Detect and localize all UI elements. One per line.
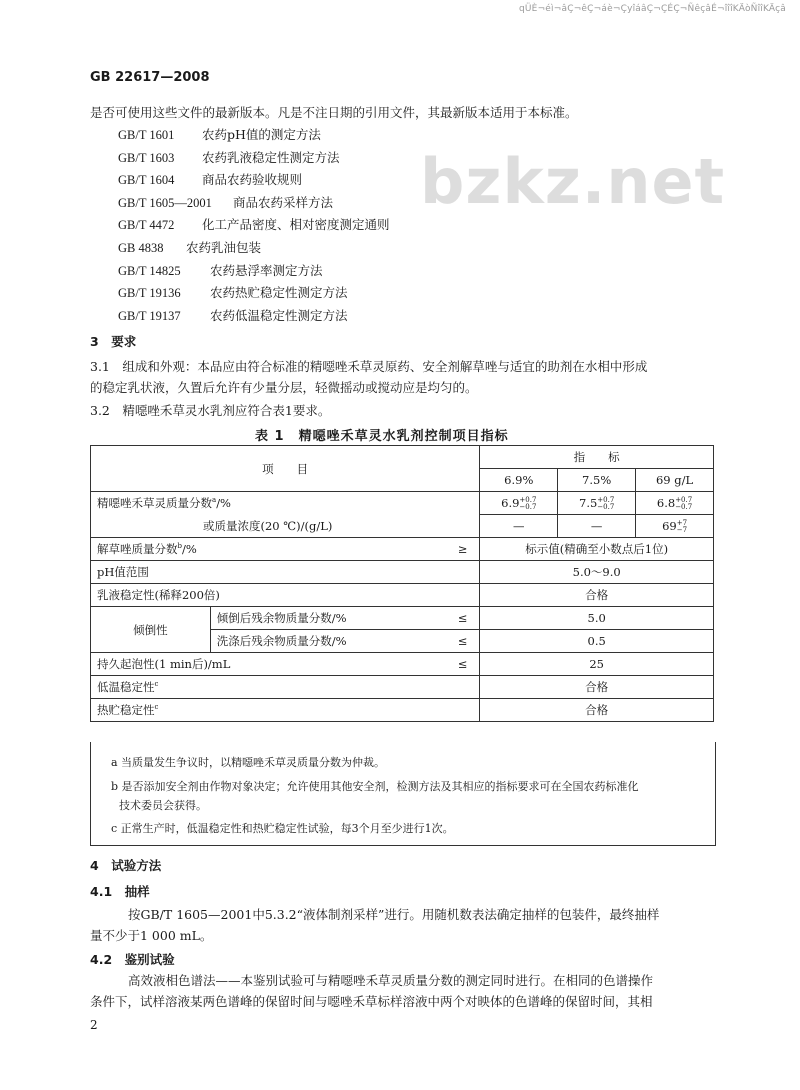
para-4-1: 按GB/T 1605—2001中5.3.2“液体制剂采样”进行。用随机数表法确定抽样的包装件，最终抽样 xyxy=(128,907,660,922)
table-row: 乳液稳定性(稀释200倍) 合格 xyxy=(91,584,714,607)
table-row: 倾倒性 倾倒后残余物质量分数/% ≤ 5.0 xyxy=(91,607,714,630)
note-b-cont: 技术委员会获得。 xyxy=(119,799,207,812)
col-value: 69 g/L xyxy=(636,469,714,492)
para-3-1: 3.1 组成和外观：本品应由符合标准的精噁唑禾草灵原药、安全剂解草唑与适宜的助剂在水相中形成 的稳定乳状液，久置后允许有少量分层，轻微摇动或搅动应是均匀的。 xyxy=(90,359,648,395)
watermark-top: qÜÈ¬éì¬âÇ¬êÇ¬áè¬ÇyîáâÇ¬ÇÉÇ¬ÑêçâÉ¬îîîKÄòÑîîKÄçâ xyxy=(518,4,786,14)
watermark-logo: bzkz.net xyxy=(420,145,726,218)
reference-item: GB/T 1604 商品农药验收规则 xyxy=(118,172,303,188)
section-3-heading: 3 要求 xyxy=(90,334,137,349)
reference-item: GB 4838 农药乳油包装 xyxy=(118,239,262,255)
header-item: 项 目 xyxy=(91,446,480,492)
para-4-2: 高效液相色谱法——本鉴别试验可与精噁唑禾草灵质量分数的测定同时进行。在相同的色谱操作 xyxy=(128,973,654,988)
table-row: pH值范围 5.0～9.0 xyxy=(91,561,714,584)
reference-item: GB/T 4472 化工产品密度、相对密度测定通则 xyxy=(118,217,390,233)
header-index: 指 标 xyxy=(480,446,714,469)
spec-table xyxy=(90,445,714,722)
intro-line: 是否可使用这些文件的最新版本。凡是不注日期的引用文件，其最新版本适用于本标准。 xyxy=(90,105,578,120)
table-row: 洗涤后残余物质量分数/% ≤ 0.5 xyxy=(91,630,714,653)
note-b: b 是否添加安全剂由作物对象决定；允许使用其他安全剂，检测方法及其相应的指标要求可在全国农药标准化 xyxy=(111,780,639,793)
para-4-1-cont: 量不少于1 000 mL。 xyxy=(90,928,213,943)
table-row: 低温稳定性$^c$ 合格 xyxy=(91,676,714,699)
table-row: 持久起泡性(1 min后)/mL ≤ 25 xyxy=(91,653,714,676)
section-4-1-heading: 4.1 抽样 xyxy=(90,884,150,899)
reference-item: GB/T 19136 农药热贮稳定性测定方法 xyxy=(118,285,348,301)
table-caption: 表 1 精噁唑禾草灵水乳剂控制项目指标 xyxy=(255,429,509,444)
table-notes xyxy=(90,742,716,846)
note-a: a 当质量发生争议时，以精噁唑禾草灵质量分数为仲裁。 xyxy=(111,756,386,769)
table-row: 热贮稳定性$^c$ 合格 xyxy=(91,699,714,722)
col-value: 7.5% xyxy=(558,469,636,492)
note-c: c 正常生产时，低温稳定性和热贮稳定性试验，每3个月至少进行1次。 xyxy=(111,822,454,835)
page-number: 2 xyxy=(90,1018,98,1032)
reference-list xyxy=(118,124,390,327)
reference-item: GB/T 14825 农药悬浮率测定方法 xyxy=(118,262,323,278)
para-4-2-cont: 条件下，试样溶液某两色谱峰的保留时间与噁唑禾草标样溶液中两个对映体的色谱峰的保留时间，其相 xyxy=(90,994,653,1009)
col-value: 6.9% xyxy=(480,469,558,492)
standard-number: GB 22617—2008 xyxy=(90,70,210,85)
reference-item: GB/T 19137 农药低温稳定性测定方法 xyxy=(118,307,348,323)
para-3-2: 3.2 精噁唑禾草灵水乳剂应符合表1要求。 xyxy=(90,403,331,418)
reference-item: GB/T 1603 农药乳液稳定性测定方法 xyxy=(118,149,340,165)
table-row: 解草唑质量分数$^b$/% ≥ 标示值(精确至小数点后1位) xyxy=(91,538,714,561)
table-row: 精噁唑禾草灵质量分数$^a$/% 6.9+0.7 −0.7 7.5+0.7 −0.7 6.8+0.7 −0.7 xyxy=(91,492,714,515)
reference-item: GB/T 1605—2001 商品农药采样方法 xyxy=(118,194,334,210)
table-row: 或质量浓度(20 ℃)/(g/L) — — 69+7 −7 xyxy=(91,515,714,538)
section-4-2-heading: 4.2 鉴别试验 xyxy=(90,952,175,967)
reference-item: GB/T 1601 农药pH值的测定方法 xyxy=(118,127,321,142)
section-4-heading: 4 试验方法 xyxy=(90,858,162,873)
